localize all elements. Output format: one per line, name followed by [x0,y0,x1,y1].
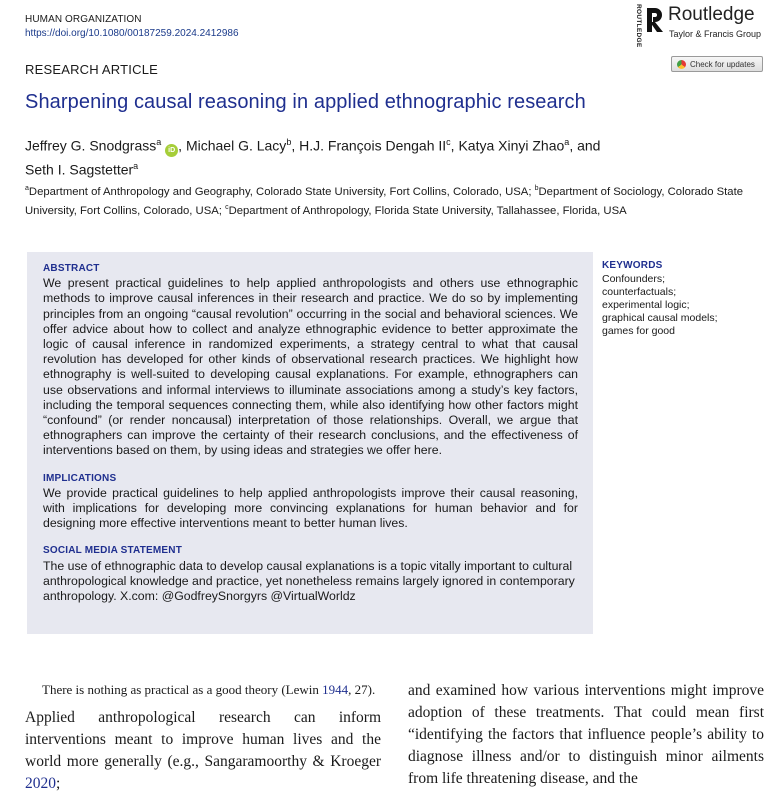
author-name[interactable]: Michael G. Lacy [185,137,287,154]
social-media-text: The use of ethnographic data to develop causal explanations is a topic vitally important to cultural anthropological knowledge and practice, yet nonetheless remains largely ignored in contemporary anthropology. X.com: @GodfreySnorgyrs @VirtualWorldz [43,558,575,604]
publisher-subtitle: Taylor & Francis Group [669,29,762,39]
author-name[interactable]: Jeffrey G. Snodgrass [25,137,157,154]
publisher-vertical-wordmark: ROUTLEDGE [635,4,642,48]
author-name[interactable]: H.J. François Dengah II [299,137,447,154]
body-left-column [25,680,381,795]
implications-heading: IMPLICATIONS [43,472,117,484]
abstract-text: We present practical guidelines to help applied anthropologists and others use ethnographic methods to improve causal inferences in their research and practice. We do so by implementing principles from an ongoing “causal revolution” occurring in the social and behavioral sciences. We offer advice about how to collect and analyze ethnographic evidence to better approximate the logic of causal inference in randomized experiments, a strategy central to what that causal revolution has developed for other kinds of observational research practices. We highlight how ethnography is well-suited to developing causal explanations. For example, ethnographers can use observations and informal interviews to illuminate associations among a study’s key factors, including the temporal sequences connecting them, while also identifying how other factors might “confound” (or render noncausal) interpretation of those relationships. Overall, we argue that ethnographers can improve the certainty of their research conclusions, and the effectiveness of interventions based on them, by using ideas and strategies we offer here. [43,276,578,458]
body-paragraph: Applied anthropological research can inform interventions meant to improve human lives and the world more generally (e.g., Sangaramoorthy & Kroeger 2020; [25,709,381,792]
keywords-heading: KEYWORDS [602,260,663,271]
citation-link[interactable]: 1944 [322,682,349,697]
epigraph: There is nothing as practical as a good theory (Lewin 1944, 27). [42,682,376,697]
author-name[interactable]: Seth I. Sagstetter [25,161,134,178]
publisher-name: Routledge [668,4,755,25]
citation-link[interactable]: 2020 [25,775,56,792]
doi-link[interactable]: https://doi.org/10.1080/00187259.2024.2412986 [25,28,239,39]
body-right-column [408,680,764,790]
routledge-mark-icon [644,6,666,34]
journal-name: HUMAN ORGANIZATION [25,14,142,25]
check-for-updates-button[interactable] [671,56,763,72]
publisher-logo[interactable] [632,4,772,48]
keywords-panel [602,260,732,338]
body-paragraph: and examined how various interventions might improve adoption of these treatments. That could mean first “identifying the factors that influence people’s ability to diagnose illness and/or to distinguish minor ailments from life threatening disease, and the [408,682,764,787]
orcid-icon[interactable]: iD [165,144,178,157]
crossmark-icon [677,60,686,69]
abstract-heading: ABSTRACT [43,263,100,274]
author-name[interactable]: Katya Xinyi Zhao [458,137,565,154]
affiliations: $^a$Department of Anthropology and Geography, Colorado State University, Fort Collins, Colorado, USA; $^b$Department of Sociology, Colorado State University, Fort Collins, Colorado, USA; $^c$Department of Anthropology, Florida State University, Tallahassee, Florida, USA [25,185,744,217]
article-type: RESEARCH ARTICLE [25,62,158,77]
article-title: Sharpening causal reasoning in applied ethnographic research [25,91,586,113]
author-list: Jeffrey G. Snodgrass$^a$ iD , Michael G. Lacy$^b$, H.J. François Dengah $II^c$, Katya Xinyi Zhao$^a$, and Seth I. Sagstetter$^a$ [25,137,601,178]
keywords-text: Confounders; counterfactuals; experimental logic; graphical causal models; games for good [602,273,718,337]
social-media-heading: SOCIAL MEDIA STATEMENT [43,545,183,557]
abstract-box [27,252,593,634]
check-for-updates-label: Check for updates [690,59,755,69]
implications-text: We provide practical guidelines to help applied anthropologists improve their causal reasoning, with implications for developing more convincing explanations for human behavior and for designing more effective interventions meant to better human lives. [43,485,578,531]
